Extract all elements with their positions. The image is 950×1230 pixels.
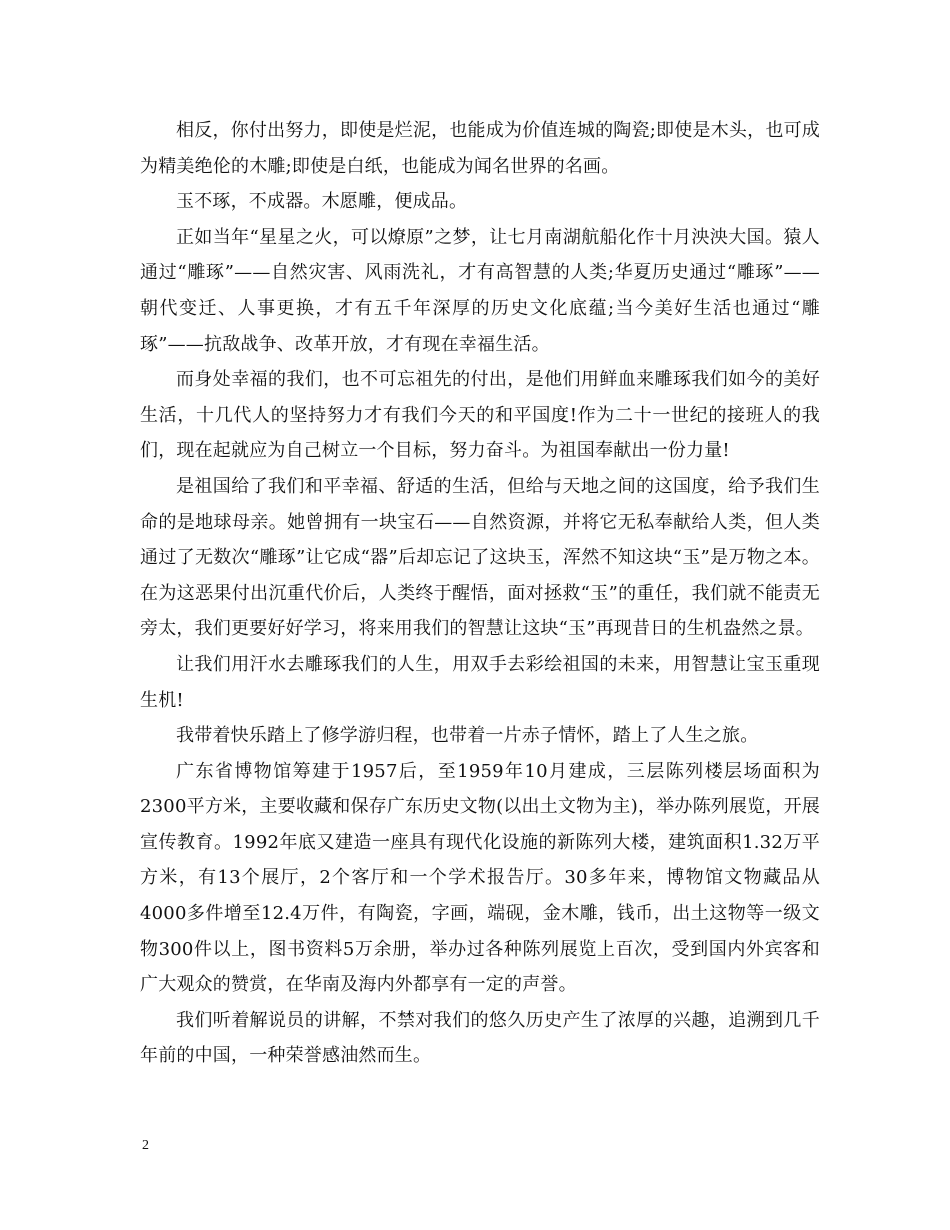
paragraph-4: 而身处幸福的我们，也不可忘祖先的付出，是他们用鲜血来雕琢我们如今的美好生活，十几代人的坚持努力才有我们今天的和平国度!作为二十一世纪的接班人的我们，现在起就应为自己树立一个目标，努力奋斗。为祖国奉献出一份力量! [140, 369, 820, 462]
paragraph-2: 玉不琢，不成器。木愿雕，便成品。 [176, 191, 468, 213]
document-body [140, 113, 820, 1074]
paragraph-5: 是祖国给了我们和平幸福、舒适的生活，但给与天地之间的这国度，给予我们生命的是地球母亲。她曾拥有一块宝石——自然资源，并将它无私奉献给人类，但人类通过了无数次“雕琢”让它成“器”后却忘记了这块玉，浑然不知这块“玉”是万物之本。在为这恶果付出沉重代价后，人类终于醒悟，面对拯救“玉”的重任，我们就不能责无旁太，我们更要好好学习，将来用我们的智慧让这块“玉”再现昔日的生机盎然之景。 [140, 475, 820, 640]
paragraph-9: 我们听着解说员的讲解，不禁对我们的悠久历史产生了浓厚的兴趣，追溯到几千年前的中国，一种荣誉感油然而生。 [140, 1009, 820, 1067]
page-number: 2 [142, 1138, 149, 1153]
paragraph-7: 我带着快乐踏上了修学游归程，也带着一片赤子情怀，踏上了人生之旅。 [176, 725, 759, 747]
paragraph-3: 正如当年“星星之火，可以燎原”之梦，让七月南湖航船化作十月泱泱大国。猿人通过“雕琢”——自然灾害、风雨洗礼，才有高智慧的人类;华夏历史通过“雕琢”——朝代变迁、人事更换，才有五千年深厚的历史文化底蕴;当今美好生活也通过“雕琢”——抗敌战争、改革开放，才有现在幸福生活。 [140, 226, 820, 355]
paragraph-1: 相反，你付出努力，即使是烂泥，也能成为价值连城的陶瓷;即使是木头，也可成为精美绝伦的木雕;即使是白纸，也能成为闻名世界的名画。 [140, 120, 820, 177]
paragraph-6: 让我们用汗水去雕琢我们的人生，用双手去彩绘祖国的未来，用智慧让宝玉重现生机! [140, 653, 820, 711]
paragraph-8: 广东省博物馆筹建于1957后，至1959年10月建成，三层陈列楼层场面积为2300平方米，主要收藏和保存广东历史文物(以出土文物为主)，举办陈列展览，开展宣传教育。1992年底又建造一座具有现代化设施的新陈列大楼，建筑面积1.32万平方米，有13个展厅，2个客厅和一个学术报告厅。30多年来，博物馆文物藏品从4000多件增至12.4万件，有陶瓷，字画，端砚，金木雕，钱币，出土这物等一级文物300件以上，图书资料5万余册，举办过各种陈列展览上百次，受到国内外宾客和广大观众的赞赏，在华南及海内外都享有一定的声誉。 [140, 760, 820, 996]
